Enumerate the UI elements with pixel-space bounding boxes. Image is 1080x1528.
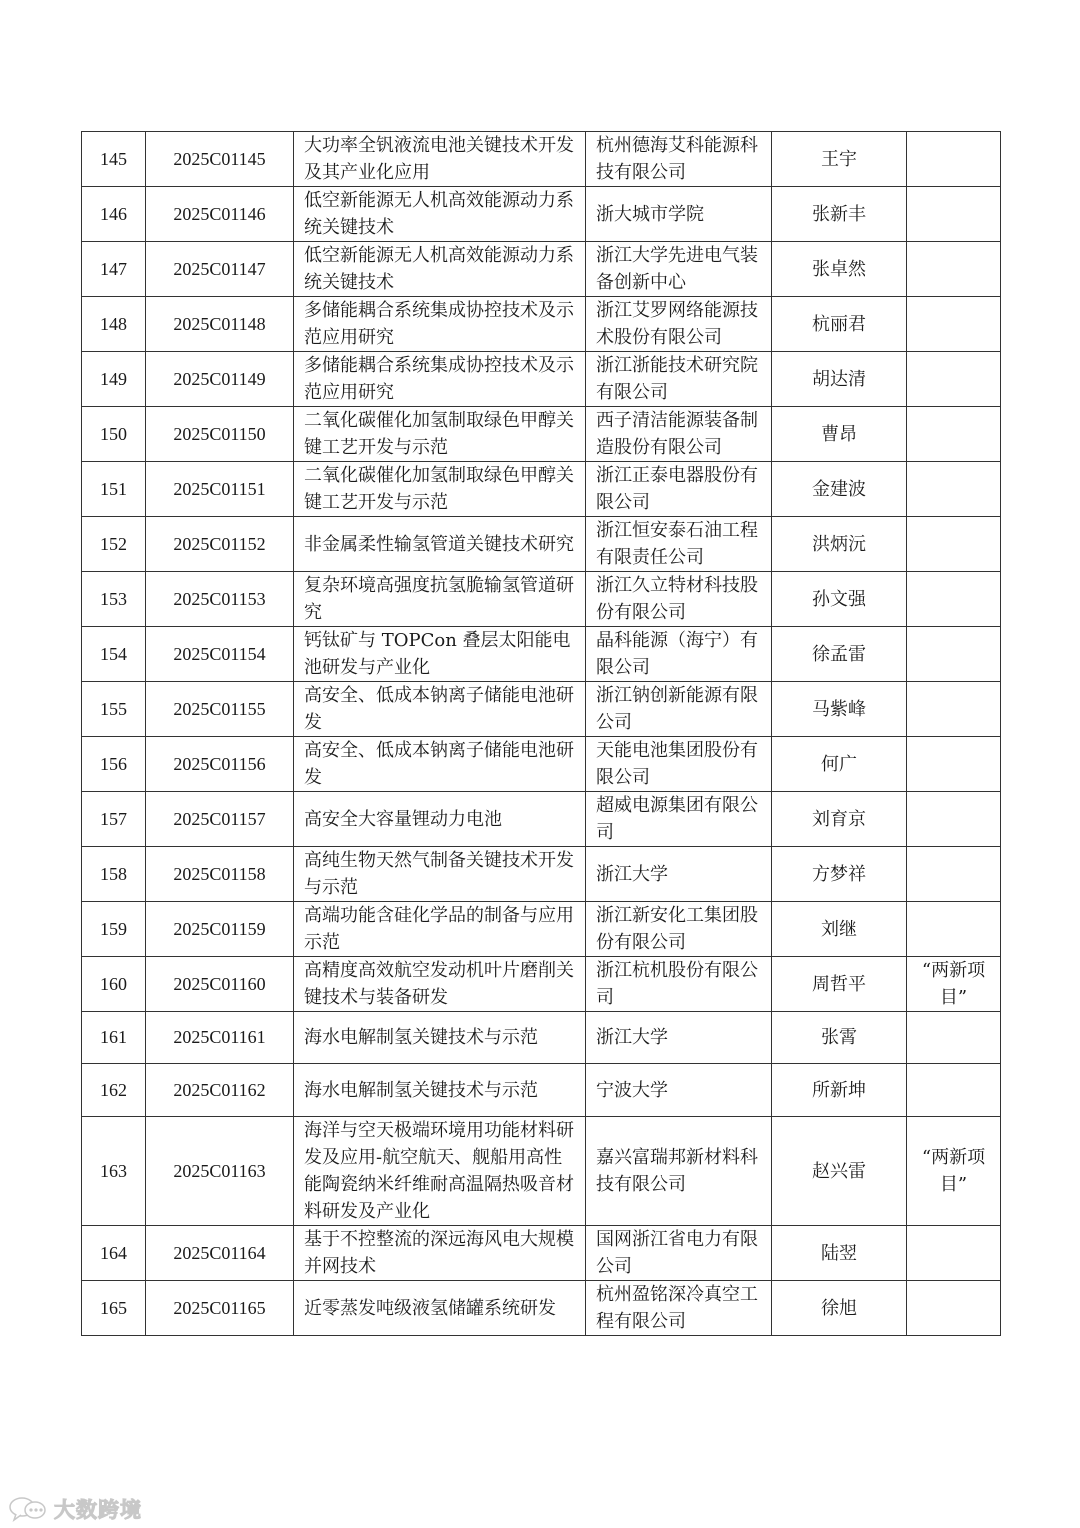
project-name: 高纯生物天然气制备关键技术开发与示范: [294, 847, 586, 902]
watermark: [8, 1494, 142, 1524]
project-name: 高安全大容量锂动力电池: [294, 792, 586, 847]
undertaking-unit: 晶科能源（海宁）有限公司: [586, 627, 772, 682]
remark: [907, 1226, 1001, 1281]
project-name: 高端功能含硅化学品的制备与应用示范: [294, 902, 586, 957]
remark: [907, 737, 1001, 792]
table-row: [82, 517, 1001, 572]
project-name: 二氧化碳催化加氢制取绿色甲醇关键工艺开发与示范: [294, 407, 586, 462]
project-leader: 洪炳沅: [772, 517, 907, 572]
project-leader: 王宇: [772, 132, 907, 187]
project-code: 2025C01158: [146, 847, 294, 902]
project-name: 多储能耦合系统集成协控技术及示范应用研究: [294, 297, 586, 352]
table-row: [82, 1117, 1001, 1226]
row-number: 145: [82, 132, 146, 187]
watermark-text: 大数跨境: [54, 1498, 142, 1522]
table-row: [82, 627, 1001, 682]
project-code: 2025C01154: [146, 627, 294, 682]
project-leader: 曹昂: [772, 407, 907, 462]
project-leader: 胡达清: [772, 352, 907, 407]
remark: [907, 847, 1001, 902]
project-code: 2025C01152: [146, 517, 294, 572]
project-code: 2025C01153: [146, 572, 294, 627]
table-row: [82, 1281, 1001, 1336]
table-row: [82, 187, 1001, 242]
undertaking-unit: 浙江恒安泰石油工程有限责任公司: [586, 517, 772, 572]
remark: [907, 517, 1001, 572]
project-name: 高精度高效航空发动机叶片磨削关键技术与装备研发: [294, 957, 586, 1012]
remark: “两新项目”: [907, 1117, 1001, 1226]
project-leader: 何广: [772, 737, 907, 792]
project-leader: 孙文强: [772, 572, 907, 627]
project-name: 基于不控整流的深远海风电大规模并网技术: [294, 1226, 586, 1281]
row-number: 148: [82, 297, 146, 352]
project-leader: 刘继: [772, 902, 907, 957]
undertaking-unit: 杭州德海艾科能源科技有限公司: [586, 132, 772, 187]
remark: [907, 297, 1001, 352]
table-row: [82, 462, 1001, 517]
undertaking-unit: 浙江大学: [586, 847, 772, 902]
project-name: 高安全、低成本钠离子储能电池研发: [294, 682, 586, 737]
project-leader: 周哲平: [772, 957, 907, 1012]
remark: [907, 1064, 1001, 1117]
remark: [907, 462, 1001, 517]
remark: [907, 682, 1001, 737]
remark: [907, 407, 1001, 462]
table-row: [82, 792, 1001, 847]
project-code: 2025C01149: [146, 352, 294, 407]
undertaking-unit: 浙江久立特材科技股份有限公司: [586, 572, 772, 627]
project-code: 2025C01165: [146, 1281, 294, 1336]
project-name: 多储能耦合系统集成协控技术及示范应用研究: [294, 352, 586, 407]
remark: [907, 627, 1001, 682]
undertaking-unit: 浙江艾罗网络能源技术股份有限公司: [586, 297, 772, 352]
project-code: 2025C01160: [146, 957, 294, 1012]
project-code: 2025C01155: [146, 682, 294, 737]
row-number: 150: [82, 407, 146, 462]
undertaking-unit: 浙江钠创新能源有限公司: [586, 682, 772, 737]
undertaking-unit: 杭州盈铭深冷真空工程有限公司: [586, 1281, 772, 1336]
row-number: 158: [82, 847, 146, 902]
remark: [907, 902, 1001, 957]
row-number: 162: [82, 1064, 146, 1117]
remark: [907, 132, 1001, 187]
table-row: [82, 957, 1001, 1012]
project-code: 2025C01148: [146, 297, 294, 352]
project-name: 海水电解制氢关键技术与示范: [294, 1012, 586, 1064]
project-name: 非金属柔性输氢管道关键技术研究: [294, 517, 586, 572]
project-code: 2025C01145: [146, 132, 294, 187]
project-name: 低空新能源无人机高效能源动力系统关键技术: [294, 187, 586, 242]
project-leader: 陆翌: [772, 1226, 907, 1281]
row-number: 160: [82, 957, 146, 1012]
project-leader: 金建波: [772, 462, 907, 517]
project-name: 海水电解制氢关键技术与示范: [294, 1064, 586, 1117]
table-row: [82, 682, 1001, 737]
table-row: [82, 847, 1001, 902]
project-code: 2025C01163: [146, 1117, 294, 1226]
table-row: [82, 902, 1001, 957]
table-row: [82, 132, 1001, 187]
row-number: 161: [82, 1012, 146, 1064]
project-code: 2025C01164: [146, 1226, 294, 1281]
project-leader: 徐旭: [772, 1281, 907, 1336]
table-row: [82, 297, 1001, 352]
project-leader: 张卓然: [772, 242, 907, 297]
project-table: [81, 131, 1001, 1336]
project-code: 2025C01159: [146, 902, 294, 957]
undertaking-unit: 浙江杭机股份有限公司: [586, 957, 772, 1012]
row-number: 159: [82, 902, 146, 957]
table-row: [82, 352, 1001, 407]
row-number: 153: [82, 572, 146, 627]
project-name: 钙钛矿与 TOPCon 叠层太阳能电池研发与产业化: [294, 627, 586, 682]
undertaking-unit: 浙江新安化工集团股份有限公司: [586, 902, 772, 957]
project-name: 高安全、低成本钠离子储能电池研发: [294, 737, 586, 792]
project-leader: 赵兴雷: [772, 1117, 907, 1226]
project-code: 2025C01150: [146, 407, 294, 462]
row-number: 164: [82, 1226, 146, 1281]
remark: “两新项目”: [907, 957, 1001, 1012]
remark: [907, 792, 1001, 847]
project-leader: 张新丰: [772, 187, 907, 242]
row-number: 154: [82, 627, 146, 682]
project-leader: 杭丽君: [772, 297, 907, 352]
project-code: 2025C01156: [146, 737, 294, 792]
project-code: 2025C01162: [146, 1064, 294, 1117]
project-name: 低空新能源无人机高效能源动力系统关键技术: [294, 242, 586, 297]
table-row: [82, 242, 1001, 297]
table-row: [82, 1064, 1001, 1117]
row-number: 165: [82, 1281, 146, 1336]
remark: [907, 572, 1001, 627]
remark: [907, 352, 1001, 407]
row-number: 152: [82, 517, 146, 572]
chat-bubbles-icon: [8, 1495, 48, 1523]
row-number: 151: [82, 462, 146, 517]
table-body: [82, 132, 1001, 1336]
table-row: [82, 1012, 1001, 1064]
row-number: 155: [82, 682, 146, 737]
project-leader: 方梦祥: [772, 847, 907, 902]
project-leader: 刘育京: [772, 792, 907, 847]
project-name: 近零蒸发吨级液氢储罐系统研发: [294, 1281, 586, 1336]
project-name: 二氧化碳催化加氢制取绿色甲醇关键工艺开发与示范: [294, 462, 586, 517]
row-number: 146: [82, 187, 146, 242]
undertaking-unit: 浙江大学: [586, 1012, 772, 1064]
row-number: 147: [82, 242, 146, 297]
undertaking-unit: 天能电池集团股份有限公司: [586, 737, 772, 792]
remark: [907, 242, 1001, 297]
project-code: 2025C01157: [146, 792, 294, 847]
project-leader: 所新坤: [772, 1064, 907, 1117]
row-number: 156: [82, 737, 146, 792]
table-row: [82, 407, 1001, 462]
project-code: 2025C01151: [146, 462, 294, 517]
row-number: 157: [82, 792, 146, 847]
undertaking-unit: 浙江正泰电器股份有限公司: [586, 462, 772, 517]
project-leader: 徐孟雷: [772, 627, 907, 682]
table-row: [82, 737, 1001, 792]
project-leader: 张霄: [772, 1012, 907, 1064]
remark: [907, 1281, 1001, 1336]
undertaking-unit: 浙大城市学院: [586, 187, 772, 242]
row-number: 163: [82, 1117, 146, 1226]
project-code: 2025C01146: [146, 187, 294, 242]
table-row: [82, 1226, 1001, 1281]
project-name: 大功率全钒液流电池关键技术开发及其产业化应用: [294, 132, 586, 187]
undertaking-unit: 西子清洁能源装备制造股份有限公司: [586, 407, 772, 462]
remark: [907, 187, 1001, 242]
undertaking-unit: 国网浙江省电力有限公司: [586, 1226, 772, 1281]
project-leader: 马紫峰: [772, 682, 907, 737]
undertaking-unit: 浙江大学先进电气装备创新中心: [586, 242, 772, 297]
project-name: 复杂环境高强度抗氢脆输氢管道研究: [294, 572, 586, 627]
table-row: [82, 572, 1001, 627]
row-number: 149: [82, 352, 146, 407]
project-code: 2025C01161: [146, 1012, 294, 1064]
project-code: 2025C01147: [146, 242, 294, 297]
remark: [907, 1012, 1001, 1064]
undertaking-unit: 浙江浙能技术研究院有限公司: [586, 352, 772, 407]
undertaking-unit: 嘉兴富瑞邦新材料科技有限公司: [586, 1117, 772, 1226]
undertaking-unit: 超威电源集团有限公司: [586, 792, 772, 847]
project-name: 海洋与空天极端环境用功能材料研发及应用-航空航天、舰船用高性能陶瓷纳米纤维耐高温隔热吸音材料研发及产业化: [294, 1117, 586, 1226]
undertaking-unit: 宁波大学: [586, 1064, 772, 1117]
